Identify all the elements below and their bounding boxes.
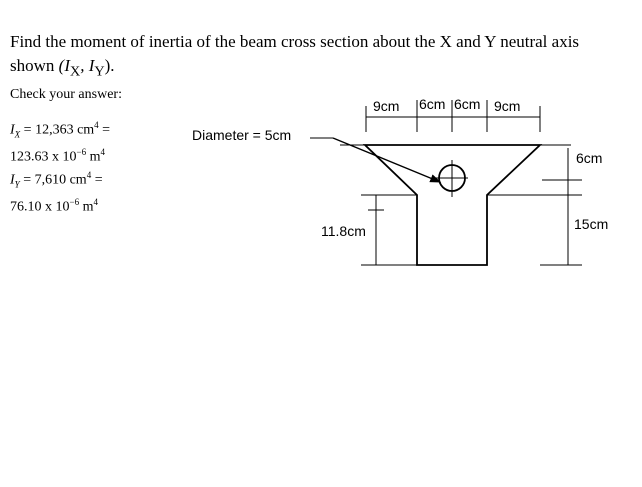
- answer-ix-line1: $I_X = 12,363$ $cm^4$ =: [10, 120, 111, 140]
- check-answer-label: Check your answer:: [10, 87, 122, 102]
- dim-right-6cm: 6cm: [576, 150, 603, 166]
- dim-top-9cm-left: 9cm: [373, 98, 400, 114]
- answer-iy-line2: 76.10 x $10^{-6}$ $m^4$: [10, 197, 98, 216]
- dim-top-6cm-right: 6cm: [454, 96, 481, 112]
- dim-top-6cm-left: 6cm: [419, 96, 446, 112]
- dim-left-11-8cm: 11.8cm: [321, 223, 366, 239]
- dim-top-9cm-right: 9cm: [494, 98, 521, 114]
- problem-text: Find the moment of inertia of the beam cross section about the X and Y neutral axis shown: [10, 32, 580, 75]
- diameter-label: Diameter = 5cm: [192, 127, 292, 143]
- answer-ix-line2: 123.63 x $10^{-6}$ $m^4$: [10, 147, 105, 166]
- axis-notation: ($I_X$, $I_Y$).: [58, 56, 115, 80]
- answer-iy-line1: $I_Y = 7,610$ $cm^4$ =: [10, 170, 103, 190]
- dim-right-15cm: 15cm: [574, 216, 609, 232]
